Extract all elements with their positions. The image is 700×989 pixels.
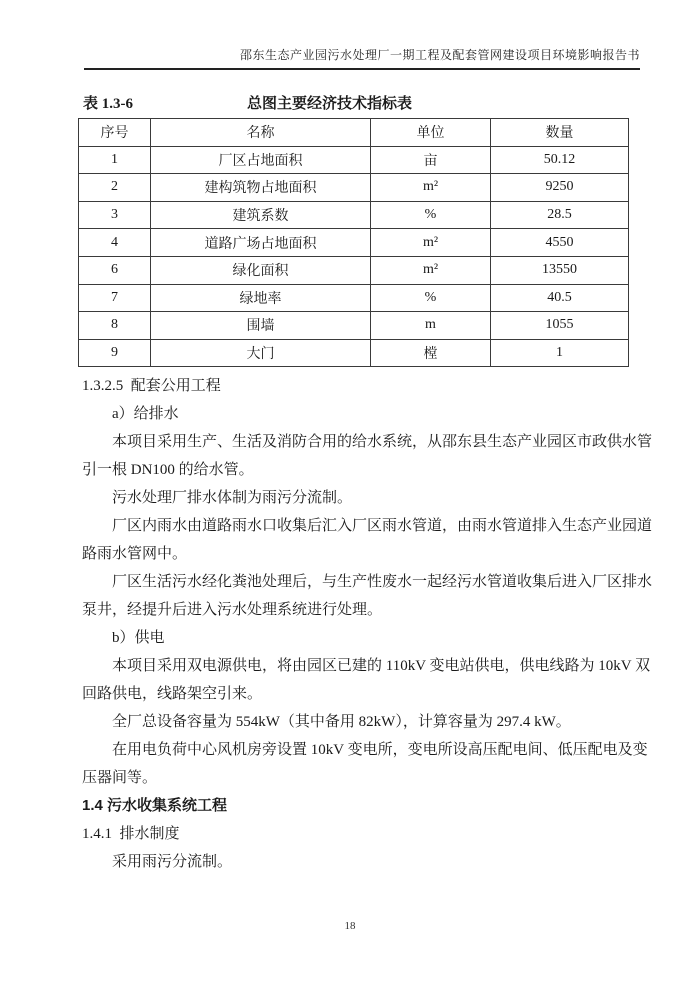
table-cell: 28.5 — [491, 201, 629, 229]
table-header-cell: 数量 — [491, 119, 629, 147]
body-line: 本项目采用生产、生活及消防合用的给水系统，从邵东县生态产业园区市政供水管 — [112, 434, 653, 450]
economic-indicators-table — [78, 118, 629, 367]
table-cell: m — [371, 312, 491, 340]
body-line: 压器间等。 — [82, 770, 158, 786]
table-row — [79, 256, 629, 284]
table-cell: 1 — [491, 339, 629, 367]
page-number: 18 — [344, 920, 356, 932]
document-header-title: 邵东生态产业园污水处理厂一期工程及配套管网建设项目环境影响报告书 — [239, 48, 640, 62]
table-cell: 9250 — [491, 174, 629, 202]
table-cell: 6 — [79, 256, 151, 284]
table-cell: 围墙 — [151, 312, 371, 340]
table-cell: 50.12 — [491, 146, 629, 174]
body-line: 在用电负荷中心风机房旁设置 10kV 变电所，变电所设高压配电间、低压配电及变 — [112, 742, 648, 758]
section-heading: 1.4 污水收集系统工程 — [82, 797, 228, 814]
table-cell: m² — [371, 256, 491, 284]
body-line: b）供电 — [112, 630, 165, 646]
table-cell: m² — [371, 229, 491, 257]
table-cell: % — [371, 284, 491, 312]
body-line: a）给排水 — [112, 406, 179, 422]
body-line: 路雨水管网中。 — [82, 546, 188, 562]
body-line: 厂区内雨水由道路雨水口收集后汇入厂区雨水管道，由雨水管道排入生态产业园道 — [112, 518, 653, 534]
table-cell: 1 — [79, 146, 151, 174]
table-row — [79, 174, 629, 202]
table-cell: 亩 — [371, 146, 491, 174]
table-header-cell: 名称 — [151, 119, 371, 147]
body-line: 采用雨污分流制。 — [112, 854, 233, 870]
table-cell: 绿化面积 — [151, 256, 371, 284]
body-text — [82, 372, 653, 876]
table-cell: 3 — [79, 201, 151, 229]
table-title: 总图主要经济技术指标表 — [247, 96, 413, 112]
table-cell: 厂区占地面积 — [151, 146, 371, 174]
table-cell: 建构筑物占地面积 — [151, 174, 371, 202]
table-cell: 8 — [79, 312, 151, 340]
table-cell: % — [371, 201, 491, 229]
table-row — [79, 284, 629, 312]
table-row — [79, 229, 629, 257]
page-footer — [0, 920, 700, 932]
table-row — [79, 339, 629, 367]
table-row — [79, 201, 629, 229]
body-line: 1.3.2.5 配套公用工程 — [82, 378, 221, 394]
table-cell: m² — [371, 174, 491, 202]
body-line: 泵井，经提升后进入污水处理系统进行处理。 — [82, 602, 383, 618]
table-cell: 道路广场占地面积 — [151, 229, 371, 257]
table-cell: 绿地率 — [151, 284, 371, 312]
body-line: 本项目采用双电源供电，将由园区已建的 110kV 变电站供电，供电线路为 10kV 双 — [112, 658, 651, 674]
table-cell: 建筑系数 — [151, 201, 371, 229]
table-cell: 2 — [79, 174, 151, 202]
body-line: 全厂总设备容量为 554kW（其中备用 82kW），计算容量为 297.4 kW。 — [112, 714, 571, 730]
table-header-cell: 序号 — [79, 119, 151, 147]
table-header-row — [79, 119, 629, 147]
body-line: 1.4.1 排水制度 — [82, 826, 180, 842]
table-cell: 9 — [79, 339, 151, 367]
table-row — [79, 312, 629, 340]
body-line: 污水处理厂排水体制为雨污分流制。 — [112, 490, 353, 506]
table-cell: 40.5 — [491, 284, 629, 312]
body-line: 回路供电，线路架空引来。 — [82, 686, 263, 702]
table-row — [79, 146, 629, 174]
table-cell: 13550 — [491, 256, 629, 284]
body-line: 引一根 DN100 的给水管。 — [82, 462, 254, 478]
table-header-cell: 单位 — [371, 119, 491, 147]
table-cell: 樘 — [371, 339, 491, 367]
table-cell: 7 — [79, 284, 151, 312]
table-label: 表 1.3-6 — [83, 96, 133, 112]
table-cell: 4 — [79, 229, 151, 257]
table-cell: 4550 — [491, 229, 629, 257]
table-cell: 1055 — [491, 312, 629, 340]
header-rule-divider — [84, 68, 640, 70]
table-cell: 大门 — [151, 339, 371, 367]
body-line: 厂区生活污水经化粪池处理后，与生产性废水一起经污水管道收集后进入厂区排水 — [112, 574, 653, 590]
